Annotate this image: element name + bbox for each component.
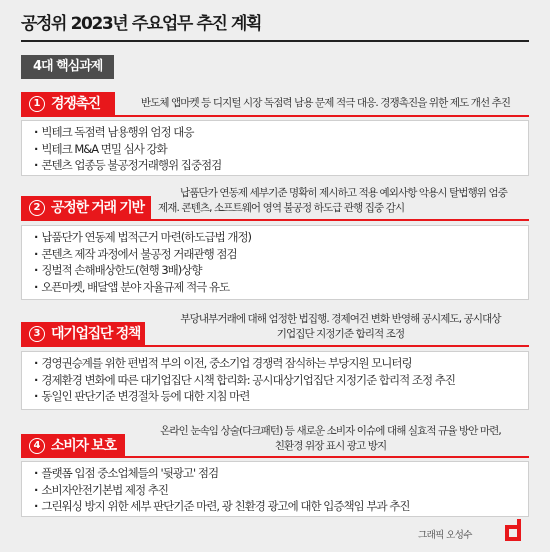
subtitle-badge: 4대 핵심과제 [21,55,114,79]
section-items-box [21,351,529,410]
section-rule [21,115,529,117]
list-item: · 플랫폼 입점 중소업체들의 '뒷광고' 점검 [34,465,516,482]
list-item: · 빅테크 M&A 면밀 심사 강화 [34,141,516,158]
list-item: · 동일인 판단기준 변경절차 등에 대한 지침 마련 [34,388,516,405]
list-item: · 그린워싱 방지 위한 세부 판단기준 마련, 광 친환경 광고에 대한 입증책임 부과 추진 [34,498,516,515]
section-number-badge: 4 [29,438,45,454]
section-rule [21,456,529,458]
section-description-line: 친환경 위장 표시 광고 방지 [274,440,387,452]
section-description [122,96,529,111]
list-item: · 경영권승계를 위한 편법적 부의 이전, 중소기업 경쟁력 잠식하는 부당지원 모니터링 [34,355,516,372]
section-description-line: 납품단가 연동제 세부기준 명확히 제시하고 적용 예외사항 악용시 탈법행위 엄중 [180,187,507,199]
section-title: 소비자 보호 [51,438,116,454]
section-description-line: 제재. 콘텐츠, 소프트웨어 영역 불공정 하도급 관행 집중 감시 [158,202,405,214]
section-header [21,322,145,346]
section-description [132,424,529,454]
list-item: · 납품단가 연동제 법적근거 마련(하도급법 개정) [34,229,516,246]
section-title: 공정한 거래 기반 [51,200,144,216]
section-items-box [21,461,529,517]
section-number-badge: 3 [29,326,45,342]
section-description-line: 온라인 눈속임 상술(다크패턴) 등 새로운 소비자 이슈에 대해 실효적 규율 방안 마련, [160,425,501,437]
section-fair-trade [21,186,529,301]
section-title: 경쟁촉진 [51,96,100,112]
section-description-line: 기업집단 지정기준 합리적 조정 [276,328,405,340]
section-header [21,196,151,220]
graphic-credit: 그래픽 오성수 [418,530,472,541]
section-items-box [21,225,529,300]
section-description [158,186,529,216]
section-description-line: 부당내부거래에 대해 엄정한 법집행. 경제여건 변화 반영해 공시제도, 공시대상 [180,313,501,325]
section-items-box [21,120,529,176]
title-rule [21,40,529,42]
list-item: · 빅테크 독점력 남용행위 엄정 대응 [34,124,516,141]
section-description-line: 반도체 앱마켓 등 디지털 시장 독점력 남용 문제 적극 대응. 경쟁촉진을 위한 제도 개선 추진 [140,97,511,109]
list-item: · 소비자안전기본법 제정 추진 [34,482,516,499]
section-description [152,312,529,342]
list-item: · 콘텐츠 업종등 불공정거래행위 집중점검 [34,157,516,174]
list-item: · 경제환경 변화에 따른 대기업집단 시책 합리화: 공시대상기업집단 지정기준 합리적 조정 추진 [34,372,516,389]
section-conglomerate [21,312,529,411]
section-rule [21,219,529,221]
section-number-badge: 1 [29,96,45,112]
page-title: 공정위 2023년 주요업무 추진 계획 [21,14,262,34]
list-item: · 징벌적 손해배상한도(현행 3배)상향 [34,262,516,279]
list-item: · 콘텐츠 제작 과정에서 불공정 거래관행 점검 [34,246,516,263]
section-title: 대기업집단 정책 [51,326,141,342]
publisher-logo-icon [504,519,522,541]
list-item: · 오픈마켓, 배달앱 분야 자율규제 적극 유도 [34,279,516,296]
section-competition [21,92,529,175]
section-number-badge: 2 [29,200,45,216]
section-header [21,434,125,458]
section-header [21,92,115,116]
section-rule [21,345,529,347]
section-consumer [21,424,529,517]
